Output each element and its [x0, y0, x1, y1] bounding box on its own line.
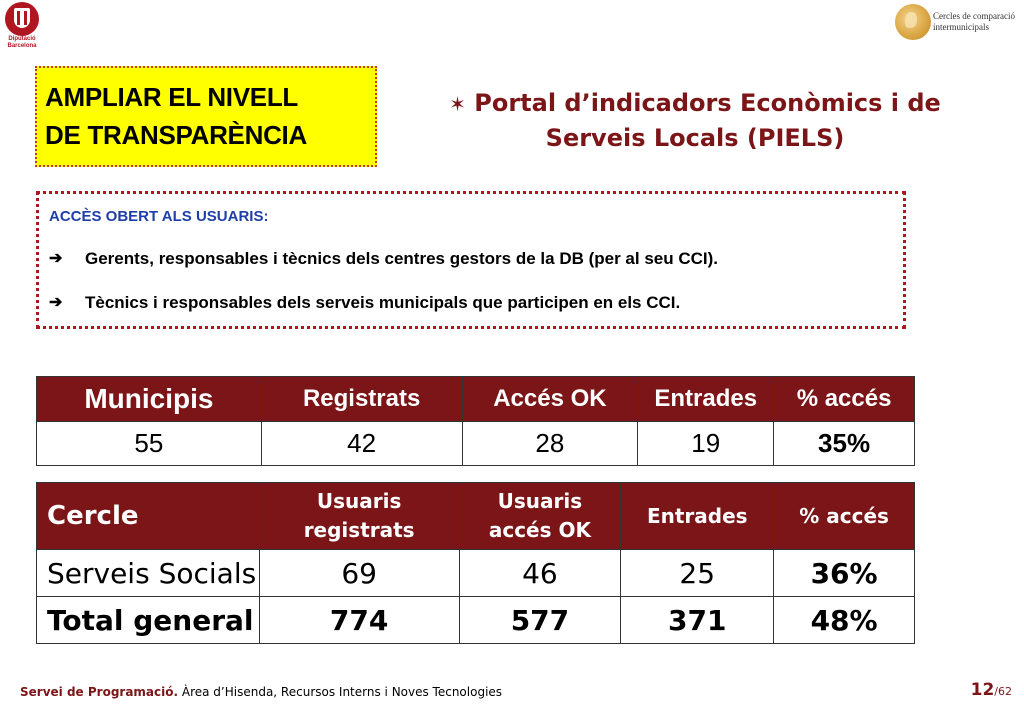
- footer-org: Servei de Programació.: [20, 685, 179, 699]
- diputacio-logo: [3, 2, 41, 52]
- access-subtitle: ACCÈS OBERT ALS USUARIS:: [49, 208, 269, 225]
- cell-usuaris-registrats: 69: [259, 550, 459, 597]
- access-item: [49, 248, 903, 270]
- access-item-text: Tècnics i responsables dels serveis municipals que participen en els CCI.: [85, 293, 681, 312]
- cell-entrades: 25: [621, 550, 774, 597]
- cercle-table: [36, 482, 915, 644]
- table-total-row: [37, 597, 915, 644]
- access-item-text: Gerents, responsables i tècnics dels centres gestors de la DB (per al seu CCI).: [85, 249, 719, 268]
- header-cercle: Cercle: [37, 483, 260, 550]
- cell-percent-acces: 36%: [774, 550, 915, 597]
- cell-municipis: 55: [37, 422, 262, 466]
- page-current: 12: [970, 680, 995, 700]
- header-entrades: Entrades: [638, 377, 774, 422]
- page-heading: [400, 86, 990, 155]
- star-icon: ✶: [449, 92, 466, 116]
- cell-percent-acces: 48%: [774, 597, 915, 644]
- title-box: [35, 66, 377, 167]
- cercles-logo-line2: intermunicipals: [933, 22, 989, 32]
- cell-usuaris-acces-ok: 577: [459, 597, 621, 644]
- header-usuaris-registrats: Usuaris registrats: [259, 483, 459, 550]
- heading-line1: Portal d’indicadors Econòmics i de: [474, 89, 941, 117]
- cell-cercle: Serveis Socials: [37, 550, 260, 597]
- footer: [20, 685, 502, 699]
- footer-dept: Àrea d’Hisenda, Recursos Interns i Noves Tecnologies: [178, 685, 503, 699]
- globe-icon: [895, 4, 931, 40]
- header-percent-acces: % accés: [774, 483, 915, 550]
- cell-entrades: 371: [621, 597, 774, 644]
- header-usuaris-acces-ok: Usuaris accés OK: [459, 483, 621, 550]
- arrow-right-icon: ➔: [49, 294, 63, 311]
- cell-entrades: 19: [638, 422, 774, 466]
- header-acces-ok: Accés OK: [462, 377, 638, 422]
- header-municipis: Municipis: [37, 377, 262, 422]
- logo-label-2: Barcelona: [7, 43, 37, 49]
- table-header-row: [37, 377, 915, 422]
- title-line1: AMPLIAR EL NIVELL: [45, 82, 298, 112]
- seal-icon: [5, 2, 39, 36]
- cell-usuaris-acces-ok: 46: [459, 550, 621, 597]
- access-box: [36, 191, 906, 329]
- access-item: [49, 292, 903, 314]
- page-number: [971, 680, 1012, 700]
- cercles-logo-line1: Cercles de comparació: [933, 11, 1015, 21]
- table-header-row: [37, 483, 915, 550]
- arrow-right-icon: ➔: [49, 250, 63, 267]
- cell-usuaris-registrats: 774: [259, 597, 459, 644]
- cercles-logo: [895, 4, 1020, 42]
- header-registrats: Registrats: [261, 377, 462, 422]
- heading-line2: Serveis Locals (PIELS): [545, 124, 845, 152]
- cell-acces-ok: 28: [462, 422, 638, 466]
- cell-percent-acces: 35%: [774, 422, 915, 466]
- page-total: /62: [994, 685, 1012, 698]
- header-percent-acces: % accés: [774, 377, 915, 422]
- cell-registrats: 42: [261, 422, 462, 466]
- table-row: [37, 422, 915, 466]
- title-line2: DE TRANSPARÈNCIA: [45, 120, 307, 150]
- logo-label-1: Diputació: [8, 36, 36, 42]
- header-entrades: Entrades: [621, 483, 774, 550]
- municipis-table: [36, 376, 915, 466]
- cell-cercle: Total general: [37, 597, 260, 644]
- table-row: [37, 550, 915, 597]
